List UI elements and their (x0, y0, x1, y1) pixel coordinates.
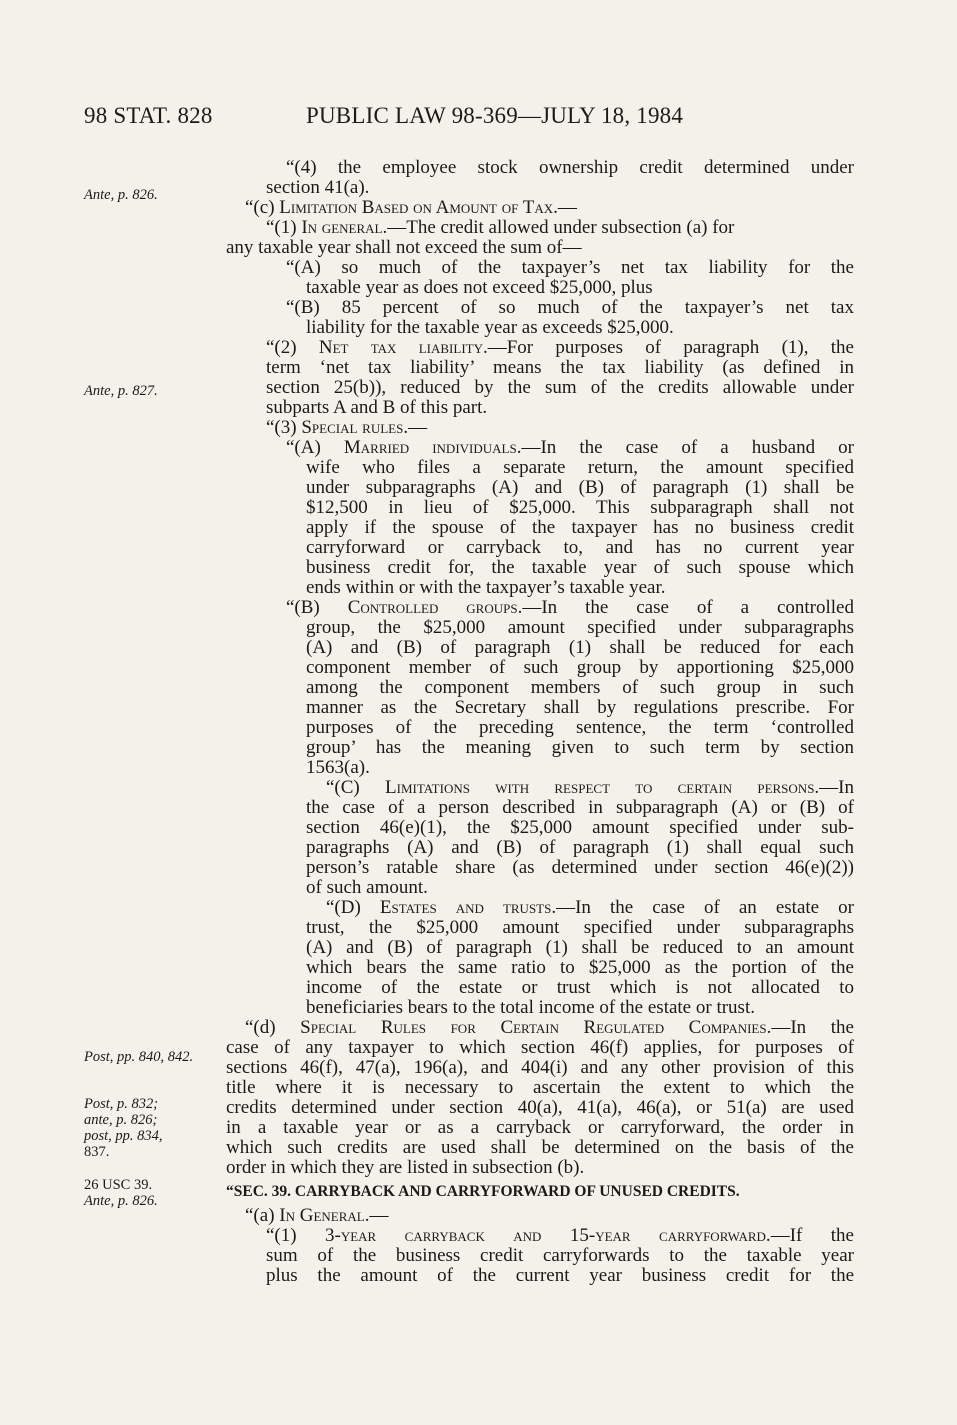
subsection-heading: “(d) Special Rules for Certain Regulated Companies.—In the (245, 1017, 854, 1038)
text-line: section 46(e)(1), the $25,000 amount specified under sub- (306, 817, 854, 838)
text-line: which bears the same ratio to $25,000 as the portion of the (306, 957, 854, 978)
text-line: “(4) the employee stock ownership credit determined under (286, 157, 854, 178)
text-line: liability for the taxable year as exceeds $25,000. (306, 317, 674, 338)
subparagraph-heading: “(B) Controlled groups.—In the case of a controlled (286, 597, 854, 618)
text-line: carryforward or carryback to, and has no current year (306, 537, 854, 558)
subparagraph-heading: “(A) Married individuals.—In the case of a husband or (286, 437, 854, 458)
text-line: group’ has the meaning given to such term by section (306, 737, 854, 758)
text-line: term ‘net tax liability’ means the tax liability (as defined in (266, 357, 854, 378)
text-line: business credit for, the taxable year of such spouse which (306, 557, 854, 578)
text-line: under subparagraphs (A) and (B) of paragraph (1) shall be (306, 477, 854, 498)
text-line: paragraphs (A) and (B) of paragraph (1) shall equal such (306, 837, 854, 858)
section-heading: “SEC. 39. CARRYBACK AND CARRYFORWARD OF UNUSED CREDITS. (226, 1183, 740, 1200)
text-line: of such amount. (306, 877, 428, 898)
text-line: person’s ratable share (as determined under section 46(e)(2)) (306, 857, 854, 878)
text-line: 1563(a). (306, 757, 370, 778)
text-line: credits determined under section 40(a), 41(a), 46(a), or 51(a) are used (226, 1097, 854, 1118)
margin-note: Ante, p. 827. (84, 383, 158, 399)
text-line: (A) and (B) of paragraph (1) shall be reduced for each (306, 637, 854, 658)
subsection-heading: “(a) In General.— (245, 1205, 389, 1226)
subparagraph-heading: “(C) Limitations with respect to certain persons.—In (326, 777, 854, 798)
text-line: sum of the business credit carryforwards to the taxable year (266, 1245, 854, 1266)
text-line: group, the $25,000 amount specified under subparagraphs (306, 617, 854, 638)
text-line: which such credits are used shall be determined on the basis of the (226, 1137, 854, 1158)
text-line: subparts A and B of this part. (266, 397, 488, 418)
text-line: income of the estate or trust which is not allocated to (306, 977, 854, 998)
text-line: order in which they are listed in subsection (b). (226, 1157, 585, 1178)
text-line: (A) and (B) of paragraph (1) shall be reduced to an amount (306, 937, 854, 958)
text-line: $12,500 in lieu of $25,000. This subparagraph shall not (306, 497, 854, 518)
text-line: among the component members of such group in such (306, 677, 854, 698)
margin-note: Post, p. 832; ante, p. 826; post, pp. 834, 837. (84, 1096, 163, 1160)
subsection-heading: “(c) Limitation Based on Amount of Tax.— (245, 197, 577, 218)
text-line: component member of such group by apportioning $25,000 (306, 657, 854, 678)
text-line: plus the amount of the current year business credit for the (266, 1265, 854, 1286)
text-line: taxable year as does not exceed $25,000, plus (306, 277, 653, 298)
text-line: manner as the Secretary shall by regulations prescribe. For (306, 697, 854, 718)
text-line: trust, the $25,000 amount specified under subparagraphs (306, 917, 854, 938)
page-number-header: 98 STAT. 828 (84, 103, 213, 128)
paragraph-heading: “(2) Net tax liability.—For purposes of paragraph (1), the (266, 337, 854, 358)
text-line: any taxable year shall not exceed the sum of— (226, 237, 582, 258)
text-line: ends within or with the taxpayer’s taxable year. (306, 577, 666, 598)
text-line: beneficiaries bears to the total income of the estate or trust. (306, 997, 755, 1018)
text-line: section 41(a). (266, 177, 370, 198)
margin-note: 26 USC 39. Ante, p. 826. (84, 1177, 158, 1209)
running-header: PUBLIC LAW 98-369—JULY 18, 1984 (306, 103, 684, 128)
text-line: the case of a person described in subparagraph (A) or (B) of (306, 797, 854, 818)
paragraph-heading: “(3) Special rules.— (266, 417, 428, 438)
text-line: apply if the spouse of the taxpayer has no business credit (306, 517, 854, 538)
subparagraph-heading: “(D) Estates and trusts.—In the case of an estate or (326, 897, 854, 918)
text-line: wife who files a separate return, the amount specified (306, 457, 854, 478)
text-line: section 25(b)), reduced by the sum of the credits allowable under (266, 377, 854, 398)
paragraph-heading: “(1) 3-year carryback and 15-year carryforward.—If the (266, 1225, 854, 1246)
text-line: in a taxable year or as a carryback or carryforward, the order in (226, 1117, 854, 1138)
text-line: title where it is necessary to ascertain the extent to which the (226, 1077, 854, 1098)
text-line: sections 46(f), 47(a), 196(a), and 404(i) and any other provision of this (226, 1057, 854, 1078)
text-line: “(B) 85 percent of so much of the taxpayer’s net tax (286, 297, 854, 318)
text-line: purposes of the preceding sentence, the term ‘controlled (306, 717, 854, 738)
margin-note: Ante, p. 826. (84, 187, 158, 203)
text-line: “(A) so much of the taxpayer’s net tax liability for the (286, 257, 854, 278)
text-line: case of any taxpayer to which section 46(f) applies, for purposes of (226, 1037, 854, 1058)
margin-note: Post, pp. 840, 842. (84, 1049, 194, 1065)
paragraph-heading: “(1) In general.—The credit allowed under subsection (a) for (266, 217, 735, 238)
